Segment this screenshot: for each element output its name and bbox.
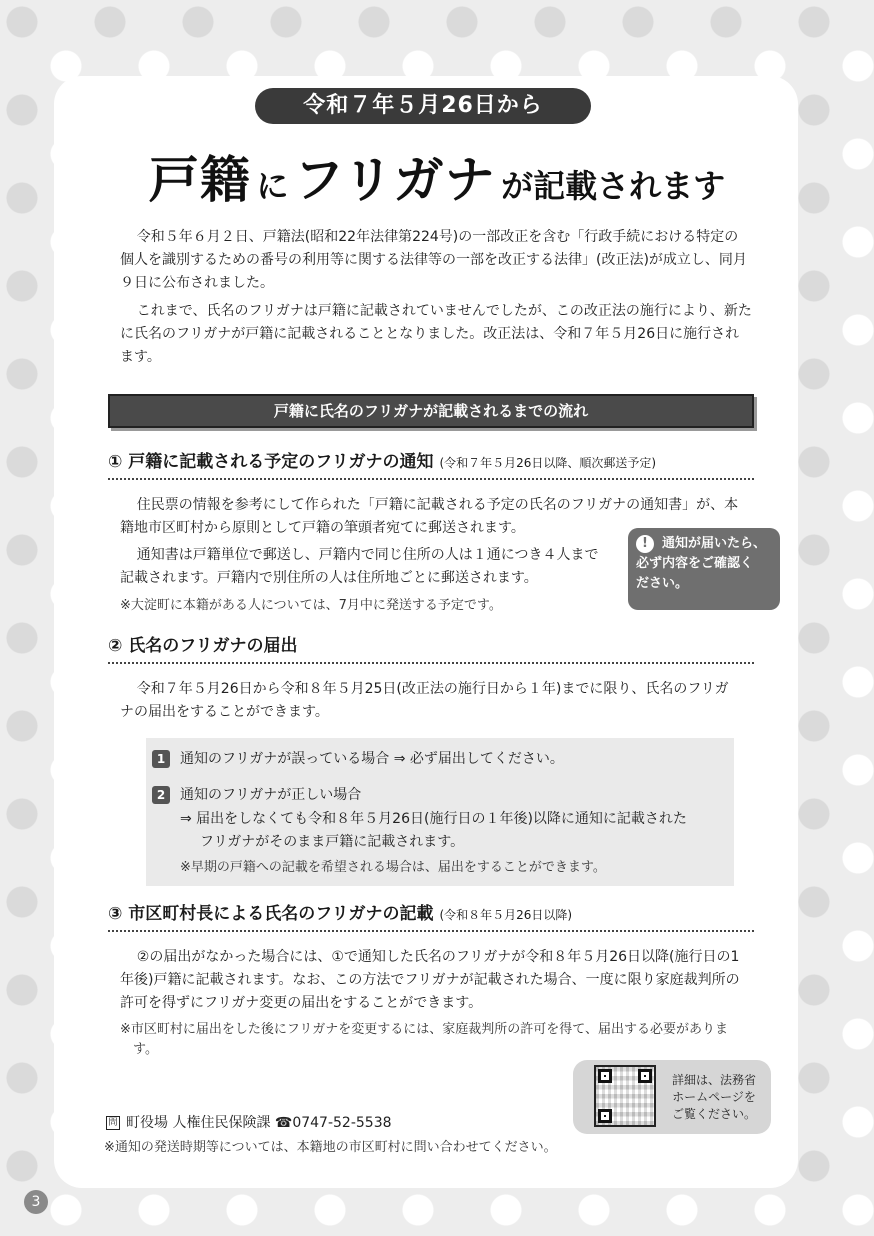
case2-row [152, 784, 728, 807]
case1-text: 通知のフリガナが誤っている場合 ⇒ 必ず届出してください。 [180, 751, 564, 767]
intro-paragraph-1: 令和５年６月２日、戸籍法(昭和22年法律第224号)の一部改正を含む「行政手続における特定の個人を識別するための番号の利用等に関する法律等の一部を改正する法律」(改正法)が成立し、同月９日に公布されました。 [120, 229, 747, 291]
section3-subtitle: (令和８年５月26日以降) [439, 908, 573, 922]
section1-paragraph-1: 住民票の情報を参考にして作られた「戸籍に記載される予定の氏名のフリガナの通知書」が、本籍地市区町村から原則として戸籍の筆頭者宛てに郵送されます。 [120, 497, 739, 536]
section3-note: ※市区町村に届出をした後にフリガナを変更するには、家庭裁判所の許可を得て、届出する必要があります。 [120, 1022, 728, 1057]
section1-paragraph-2 [120, 544, 630, 590]
qr-caption [664, 1072, 764, 1123]
case2-badge: 2 [152, 786, 170, 804]
case2-detail [180, 808, 728, 854]
alert-line1: 通知が届いたら、 [662, 536, 767, 551]
title-part2: に [256, 167, 289, 205]
case2-note: ※早期の戸籍への記載を希望される場合は、届出をすることができます。 [180, 860, 606, 875]
page-title [54, 140, 820, 212]
date-pill: 令和７年５月26日から [255, 88, 591, 124]
alert-line2: 必ず内容をご確認く [636, 556, 754, 571]
section2-heading: ② 氏名のフリガナの届出 [108, 634, 754, 664]
section1-title: ① 戸籍に記載される予定のフリガナの通知 [108, 452, 434, 472]
page-number: 3 [24, 1190, 48, 1214]
qr-corner-tr [638, 1069, 652, 1083]
qr-corner-tl [598, 1069, 612, 1083]
alert-line3: ださい。 [636, 576, 689, 591]
section1-subtitle: (令和７年５月26日以降、順次郵送予定) [439, 456, 657, 470]
section3-heading [108, 902, 754, 932]
case2-detail-line2: フリガナがそのまま戸籍に記載されます。 [200, 834, 465, 850]
title-part3: フリガナ [294, 151, 496, 209]
qr-line2: ホームページを [672, 1090, 756, 1104]
section1-p2-line2: 記載されます。戸籍内で別住所の人は住所地ごとに郵送されます。 [120, 570, 538, 586]
qr-line3: ご覧ください。 [671, 1107, 756, 1121]
section1-heading [108, 450, 754, 480]
inquiry-icon: 問 [106, 1116, 120, 1130]
contact-note: ※通知の発送時期等については、本籍地の市区町村に問い合わせてください。 [104, 1140, 557, 1155]
case1-badge: 1 [152, 750, 170, 768]
section2-paragraph: 令和７年５月26日から令和８年５月25日(改正法の施行日から１年)までに限り、氏名のフリガナの届出をすることができます。 [120, 681, 729, 720]
section1-note: ※大淀町に本籍がある人については、7月中に発送する予定です。 [120, 598, 502, 613]
section3-title: ③ 市区町村長による氏名のフリガナの記載 [108, 904, 434, 924]
qr-line1: 詳細は、法務省 [671, 1073, 756, 1087]
section1-p2-line1: 通知書は戸籍単位で郵送し、戸籍内で同じ住所の人は１通につき４人まで [136, 547, 599, 563]
title-part1: 戸籍 [148, 151, 251, 209]
contact-line [106, 1112, 566, 1135]
contact-text: 町役場 人権住民保険課 ☎0747-52-5538 [126, 1115, 392, 1131]
alert-box [628, 528, 780, 610]
case1-row [152, 748, 728, 771]
intro-paragraph-2: これまで、氏名のフリガナは戸籍に記載されていませんでしたが、この改正法の施行により、新たに氏名のフリガナが戸籍に記載されることとなりました。改正法は、令和７年５月26日に施行されます。 [120, 303, 752, 365]
qr-code[interactable] [594, 1065, 656, 1127]
qr-corner-bl [598, 1109, 612, 1123]
case2-text: 通知のフリガナが正しい場合 [180, 787, 362, 803]
exclamation-icon: ! [636, 535, 654, 553]
title-part4: が記載されます [501, 167, 726, 205]
case2-detail-line1: ⇒ 届出をしなくても令和８年５月26日(施行日の１年後)以降に通知に記載された [180, 811, 687, 827]
section3-paragraph: ②の届出がなかった場合には、①で通知した氏名のフリガナが令和８年５月26日以降(施行日の1年後)戸籍に記載されます。なお、この方法でフリガナが記載された場合、一度に限り家庭裁判所の許可を得ずにフリガナ変更の届出をすることができます。 [120, 949, 740, 1011]
flow-bar: 戸籍に氏名のフリガナが記載されるまでの流れ [108, 394, 754, 428]
